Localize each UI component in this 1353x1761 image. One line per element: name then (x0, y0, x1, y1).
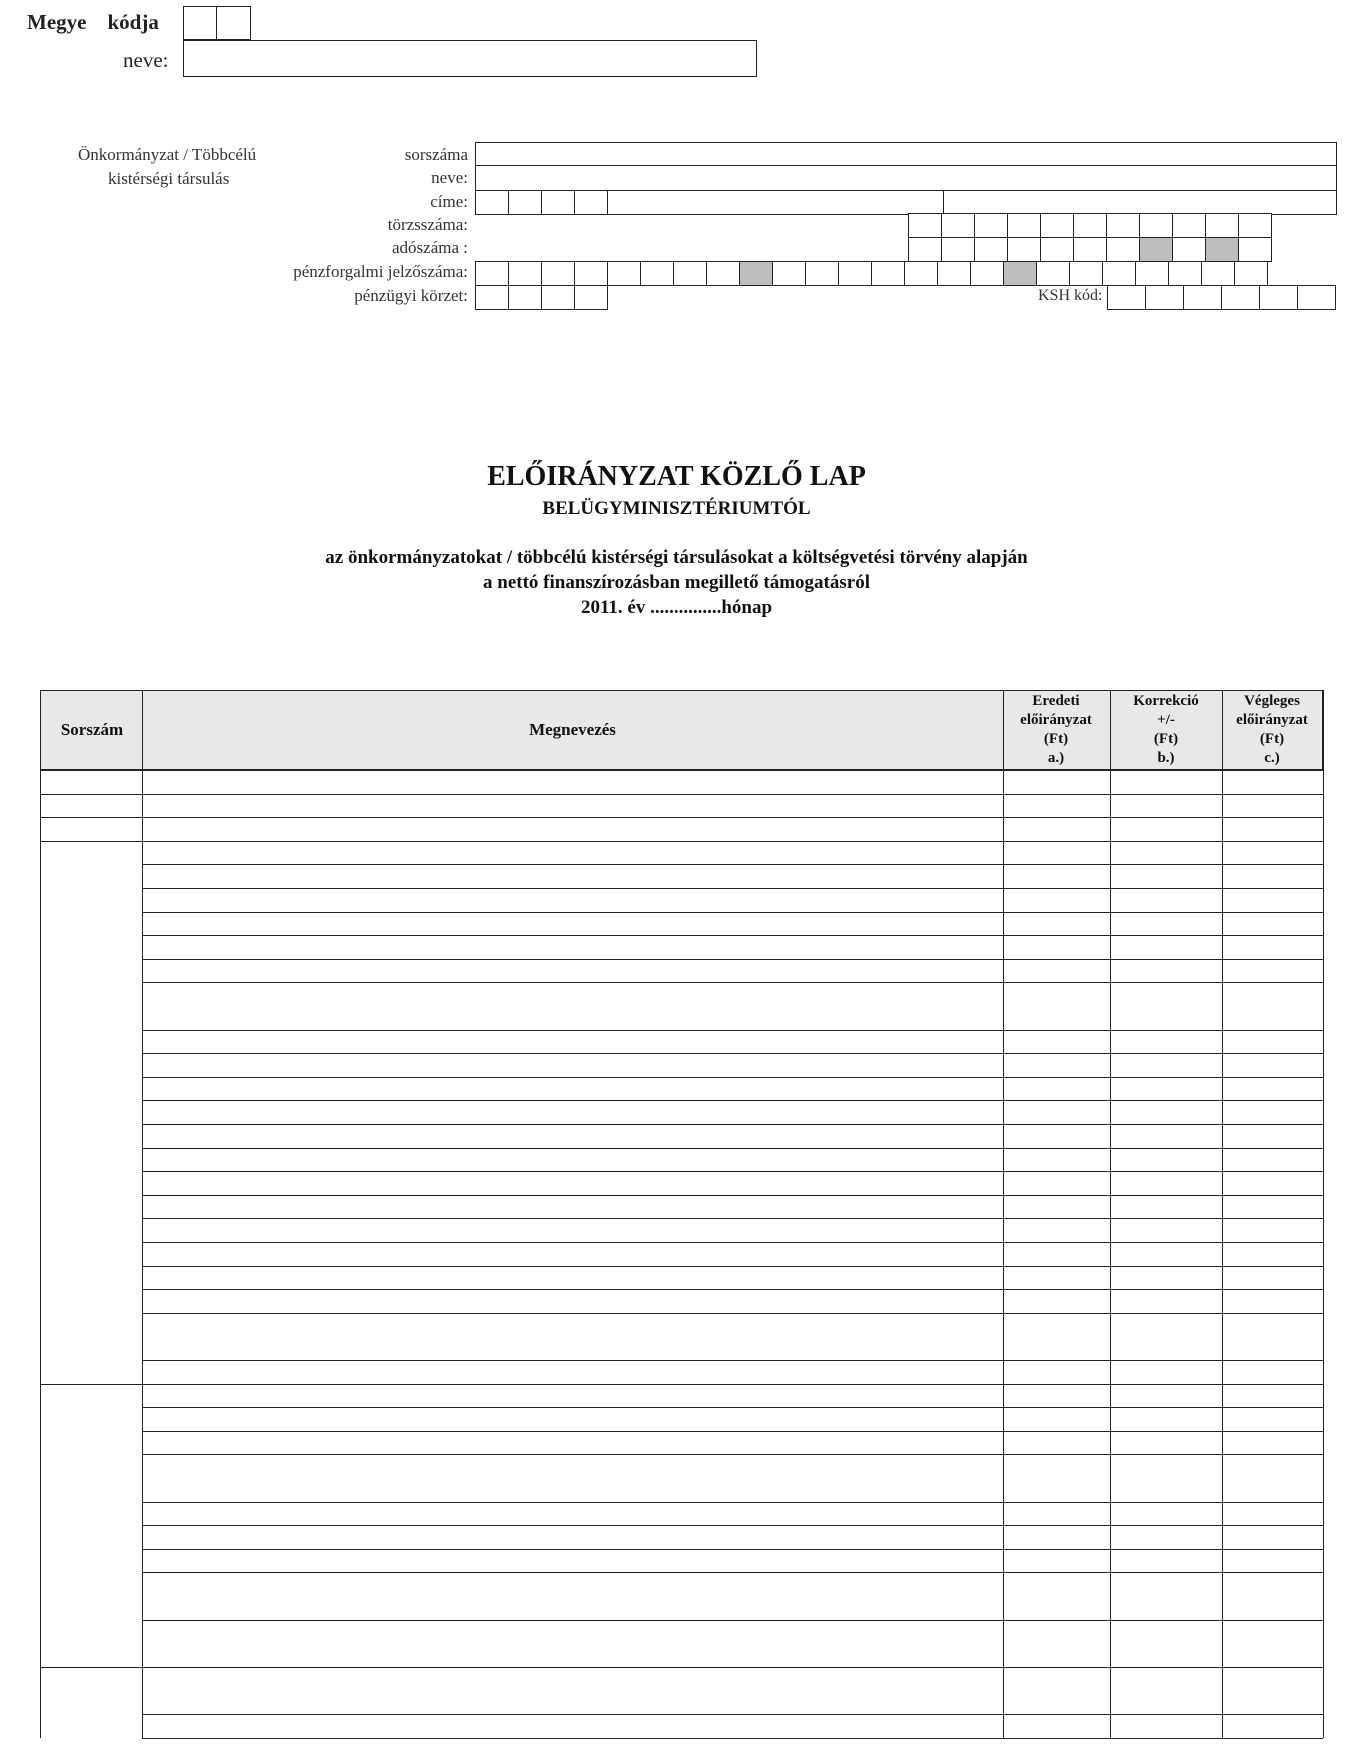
neve-field[interactable] (475, 165, 1337, 191)
penzugyi-korzet-box[interactable] (508, 285, 542, 310)
penzforgalmi-box[interactable] (1135, 261, 1169, 286)
table-row-line (142, 1242, 1323, 1243)
penzforgalmi-box[interactable] (739, 261, 773, 286)
col-a-line: a.) (1047, 750, 1065, 766)
megye-neve-label: neve: (123, 48, 169, 72)
adoszam-box[interactable] (1205, 213, 1239, 238)
form-title: ELŐIRÁNYZAT KÖZLŐ LAP (487, 461, 866, 492)
table-row-line (142, 1667, 1323, 1668)
form-subtitle: BELÜGYMINISZTÉRIUMTÓL (542, 498, 811, 519)
ksh-kod-label: KSH kód: (1038, 287, 1103, 304)
entity-left-label-1: Önkormányzat / Többcélú (78, 145, 257, 164)
torzsszam-box[interactable] (1007, 237, 1041, 262)
ksh-kod-box[interactable] (1259, 285, 1298, 310)
col-b-line: Korrekció (1133, 693, 1199, 709)
adoszam-box[interactable] (1238, 213, 1272, 238)
penzforgalmi-box[interactable] (805, 261, 839, 286)
table-right-border (1323, 690, 1324, 1738)
adoszam-box[interactable] (1106, 213, 1140, 238)
sorszam-group-line (40, 841, 142, 842)
table-row-line (142, 864, 1323, 865)
sorszam-group-line (40, 794, 142, 795)
table-row-line (142, 1502, 1323, 1503)
col-c-line: (Ft) (1259, 731, 1285, 747)
table-row-line (142, 1407, 1323, 1408)
entity-field-label: pénzügyi körzet: (354, 286, 468, 305)
adoszam-box[interactable] (1139, 213, 1173, 238)
cime-box[interactable] (475, 190, 509, 215)
sorszam-group-line (40, 817, 142, 818)
penzforgalmi-box[interactable] (1102, 261, 1136, 286)
table-row-line (142, 888, 1323, 889)
table-col-line (1222, 690, 1223, 1738)
torzsszam-box[interactable] (1106, 237, 1140, 262)
col-a-header (1003, 692, 1109, 768)
penzforgalmi-box[interactable] (871, 261, 905, 286)
entity-field-label: neve: (431, 168, 468, 187)
penzugyi-korzet-box[interactable] (475, 285, 509, 310)
col-b-line: (Ft) (1153, 731, 1179, 747)
table-row-line (142, 1030, 1323, 1031)
col-a-line: előirányzat (1020, 712, 1092, 728)
penzugyi-korzet-box[interactable] (541, 285, 575, 310)
penzforgalmi-box[interactable] (508, 261, 542, 286)
table-col-line (1110, 690, 1111, 1738)
col-b-header (1110, 692, 1222, 768)
entity-field-label: címe: (430, 192, 468, 211)
table-row-line (142, 1195, 1323, 1196)
torzsszam-box[interactable] (1172, 237, 1206, 262)
table-col-line (142, 690, 143, 1738)
penzforgalmi-box[interactable] (574, 261, 608, 286)
entity-field-label: sorszáma (404, 145, 468, 164)
table-row-line (142, 1454, 1323, 1455)
form-desc-line1: az önkormányzatokat / többcélú kistérségi társulásokat a költségvetési törvény alapján (325, 547, 1028, 568)
cime-box[interactable] (541, 190, 575, 215)
torzsszam-box[interactable] (1139, 237, 1173, 262)
table-row-line (142, 1289, 1323, 1290)
entity-field-label: pénzforgalmi jelzőszáma: (293, 262, 468, 281)
table-row-line (142, 1738, 1323, 1739)
table-row-line (142, 1360, 1323, 1361)
table-row-line (142, 935, 1323, 936)
table-row-line (142, 817, 1323, 818)
adoszam-box[interactable] (1073, 213, 1107, 238)
torzsszam-box[interactable] (1040, 237, 1074, 262)
table-row-line (142, 1266, 1323, 1267)
penzforgalmi-box[interactable] (706, 261, 740, 286)
penzforgalmi-box[interactable] (1234, 261, 1268, 286)
col-c-header (1222, 692, 1322, 768)
torzsszam-box[interactable] (1238, 237, 1272, 262)
table-header-line (40, 770, 1323, 771)
table-row-line (142, 1171, 1323, 1172)
sorszama-field[interactable] (475, 142, 1337, 166)
ksh-kod-box[interactable] (1183, 285, 1222, 310)
table-row-line (142, 1124, 1323, 1125)
ksh-kod-box[interactable] (1221, 285, 1260, 310)
col-c-line: Végleges (1244, 693, 1300, 709)
table-row-line (142, 1572, 1323, 1573)
col-a-line: Eredeti (1032, 693, 1080, 709)
cime-box[interactable] (574, 190, 608, 215)
penzforgalmi-box[interactable] (1201, 261, 1235, 286)
cime-box[interactable] (508, 190, 542, 215)
megye-kod-box-1[interactable] (183, 6, 218, 40)
table-row-line (142, 982, 1323, 983)
megye-kodja-label: Megye kódja (27, 10, 159, 34)
penzforgalmi-box[interactable] (541, 261, 575, 286)
table-row-line (142, 1100, 1323, 1101)
table-row-line (142, 1218, 1323, 1219)
table-row-line (142, 841, 1323, 842)
ksh-kod-box[interactable] (1297, 285, 1336, 310)
penzforgalmi-box[interactable] (772, 261, 806, 286)
table-row-line (142, 1714, 1323, 1715)
penzforgalmi-box[interactable] (1069, 261, 1103, 286)
col-sorszam-header: Sorszám (60, 720, 124, 739)
penzforgalmi-box[interactable] (607, 261, 641, 286)
adoszam-box[interactable] (908, 213, 942, 238)
megye-kod-box-2[interactable] (216, 6, 251, 40)
table-row-line (142, 1549, 1323, 1550)
col-a-line: (Ft) (1043, 731, 1069, 747)
ksh-kod-box[interactable] (1145, 285, 1184, 310)
table-row-line (142, 959, 1323, 960)
cime-street-field[interactable] (607, 190, 944, 215)
torzsszam-box[interactable] (974, 237, 1008, 262)
table-col-line (1003, 690, 1004, 1738)
entity-left-label-2: kistérségi társulás (108, 169, 230, 188)
torzsszam-box[interactable] (908, 237, 942, 262)
penzforgalmi-box[interactable] (838, 261, 872, 286)
megye-neve-field[interactable] (183, 40, 757, 77)
form-desc-line2: a nettó finanszírozásban megillető támogatásról (483, 572, 870, 593)
ksh-kod-box[interactable] (1107, 285, 1146, 310)
table-row-line (142, 1313, 1323, 1314)
table-row-line (142, 1077, 1323, 1078)
adoszam-box[interactable] (1040, 213, 1074, 238)
penzforgalmi-box[interactable] (640, 261, 674, 286)
table-row-line (142, 1384, 1323, 1385)
table-row-line (142, 1148, 1323, 1149)
adoszam-box[interactable] (1007, 213, 1041, 238)
cime-number-field[interactable] (943, 190, 1337, 215)
sorszam-group-line (40, 1384, 142, 1385)
penzforgalmi-box[interactable] (970, 261, 1004, 286)
col-b-line: +/- (1157, 712, 1175, 728)
penzforgalmi-box[interactable] (1003, 261, 1037, 286)
col-c-line: c.) (1264, 750, 1280, 766)
penzforgalmi-box[interactable] (904, 261, 938, 286)
form-desc-line3: 2011. év ...............hónap (580, 597, 773, 618)
col-megnevezes-header: Megnevezés (529, 720, 616, 739)
penzforgalmi-box[interactable] (673, 261, 707, 286)
adoszam-box[interactable] (941, 213, 975, 238)
table-row-line (142, 1525, 1323, 1526)
table-row-line (142, 1431, 1323, 1432)
torzsszam-box[interactable] (1073, 237, 1107, 262)
table-row-line (142, 912, 1323, 913)
sorszam-group-line (40, 1667, 142, 1668)
table-left-border (40, 690, 41, 1738)
table-row-line (142, 1620, 1323, 1621)
penzforgalmi-box[interactable] (1036, 261, 1070, 286)
col-b-line: b.) (1157, 750, 1175, 766)
penzforgalmi-box[interactable] (937, 261, 971, 286)
table-row-line (142, 1053, 1323, 1054)
penzforgalmi-box[interactable] (1168, 261, 1202, 286)
adoszam-box[interactable] (1172, 213, 1206, 238)
torzsszam-box[interactable] (1205, 237, 1239, 262)
table-row-line (142, 794, 1323, 795)
penzforgalmi-box[interactable] (475, 261, 509, 286)
penzugyi-korzet-box[interactable] (574, 285, 608, 310)
col-c-line: előirányzat (1236, 712, 1308, 728)
entity-field-label: törzsszáma: (387, 215, 468, 234)
torzsszam-box[interactable] (941, 237, 975, 262)
entity-field-label: adószáma : (392, 238, 468, 257)
adoszam-box[interactable] (974, 213, 1008, 238)
